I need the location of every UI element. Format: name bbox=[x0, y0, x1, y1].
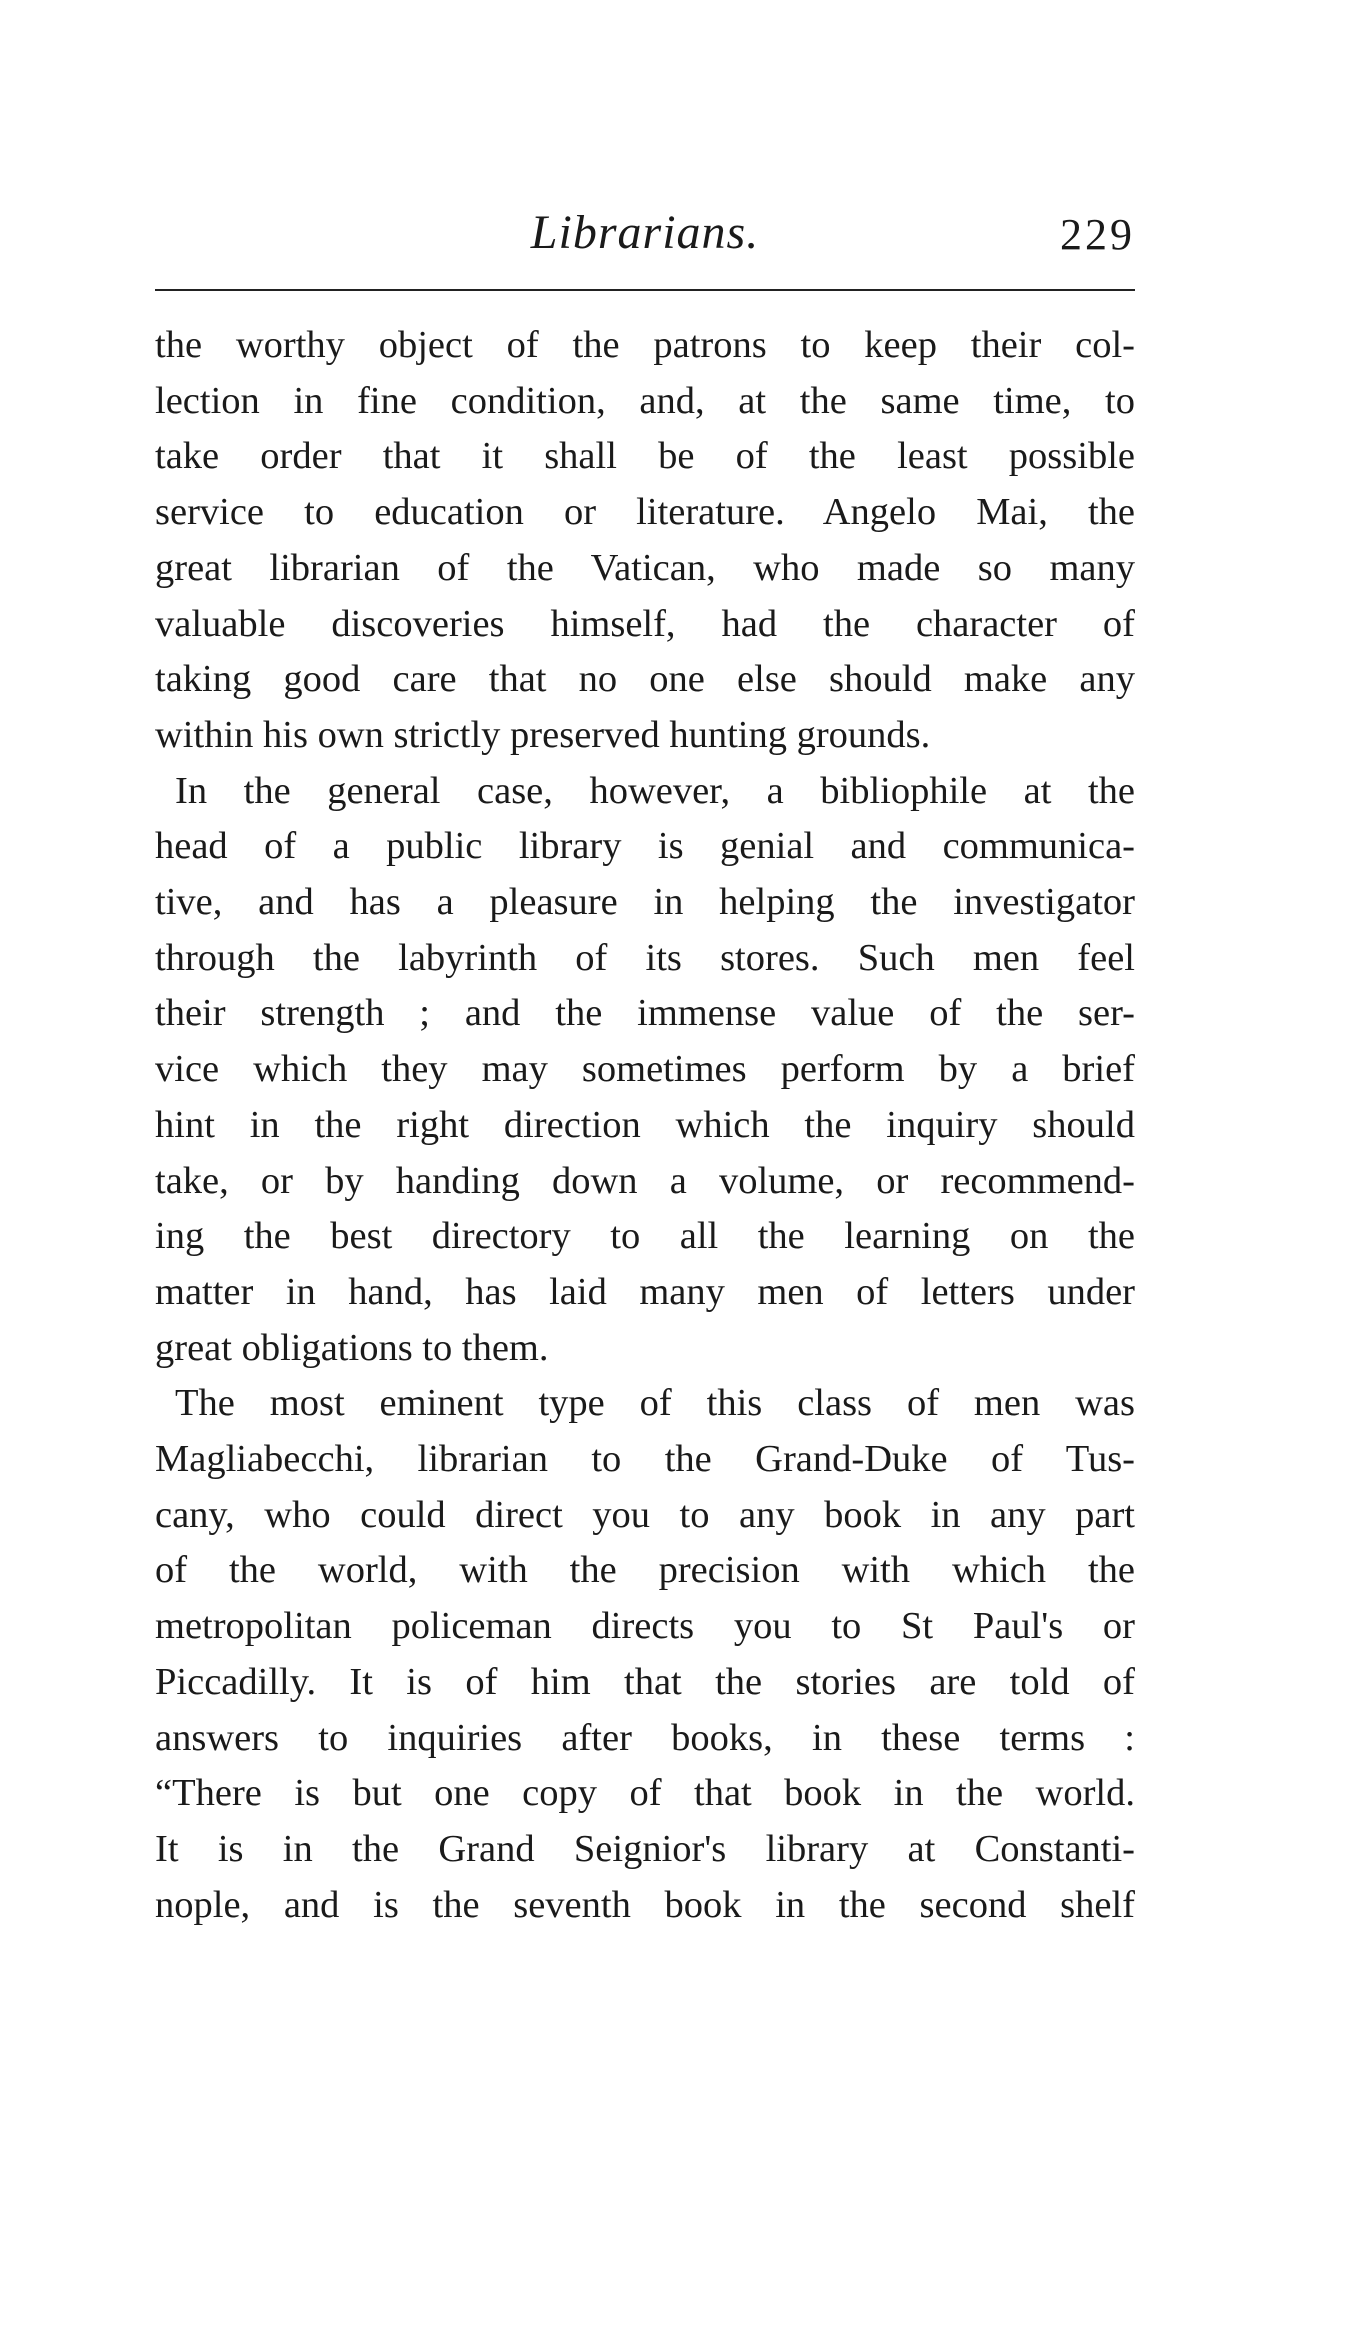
text-line: their strength ; and the immense value of the ser- bbox=[155, 992, 1135, 1035]
text-line: service to education or literature. Angelo Mai, the bbox=[155, 491, 1135, 534]
text-line: great librarian of the Vatican, who made so many bbox=[155, 546, 1135, 589]
text-line: metropolitan policeman directs you to St Paul's or bbox=[155, 1605, 1135, 1648]
paragraph-3 bbox=[155, 1376, 1135, 1933]
text-line: It is in the Grand Seignior's library at Constanti- bbox=[155, 1827, 1135, 1870]
text-line: Magliabecchi, librarian to the Grand-Duke of Tus- bbox=[155, 1438, 1135, 1481]
body-text bbox=[155, 318, 1135, 1933]
header-rule bbox=[155, 289, 1135, 291]
text-line: lection in fine condition, and, at the same time, to bbox=[155, 379, 1135, 422]
text-line: In the general case, however, a bibliophile at the bbox=[175, 769, 1135, 812]
text-line: take, or by handing down a volume, or recommend- bbox=[155, 1159, 1135, 1202]
text-line: matter in hand, has laid many men of letters under bbox=[155, 1270, 1135, 1313]
text-line: within his own strictly preserved hunting grounds. bbox=[155, 713, 931, 756]
text-line: the worthy object of the patrons to keep their col- bbox=[155, 324, 1135, 366]
text-line: answers to inquiries after books, in these terms : bbox=[155, 1716, 1135, 1759]
paragraph-2 bbox=[155, 764, 1135, 1377]
text-line: head of a public library is genial and communica- bbox=[155, 825, 1135, 868]
text-line: valuable discoveries himself, had the character of bbox=[155, 602, 1135, 645]
text-line: hint in the right direction which the inquiry should bbox=[155, 1103, 1135, 1146]
text-line: great obligations to them. bbox=[155, 1326, 549, 1369]
text-line: cany, who could direct you to any book in any part bbox=[155, 1493, 1135, 1536]
text-line: nople, and is the seventh book in the second shelf bbox=[155, 1883, 1135, 1926]
text-line: “There is but one copy of that book in the world. bbox=[155, 1772, 1135, 1815]
running-head bbox=[155, 205, 1135, 275]
text-line: taking good care that no one else should make any bbox=[155, 658, 1135, 701]
text-line: tive, and has a pleasure in helping the investigator bbox=[155, 881, 1135, 924]
text-line: vice which they may sometimes perform by a brief bbox=[155, 1048, 1135, 1091]
text-line: The most eminent type of this class of men was bbox=[175, 1382, 1135, 1425]
text-line: through the labyrinth of its stores. Such men feel bbox=[155, 936, 1135, 979]
text-line: of the world, with the precision with which the bbox=[155, 1549, 1135, 1592]
page-number: 229 bbox=[1060, 210, 1135, 259]
text-line: take order that it shall be of the least possible bbox=[155, 435, 1135, 478]
paragraph-1 bbox=[155, 318, 1135, 764]
running-title: Librarians. bbox=[530, 206, 760, 259]
text-line: ing the best directory to all the learning on the bbox=[155, 1215, 1135, 1258]
text-line: Piccadilly. It is of him that the stories are told of bbox=[155, 1660, 1135, 1703]
